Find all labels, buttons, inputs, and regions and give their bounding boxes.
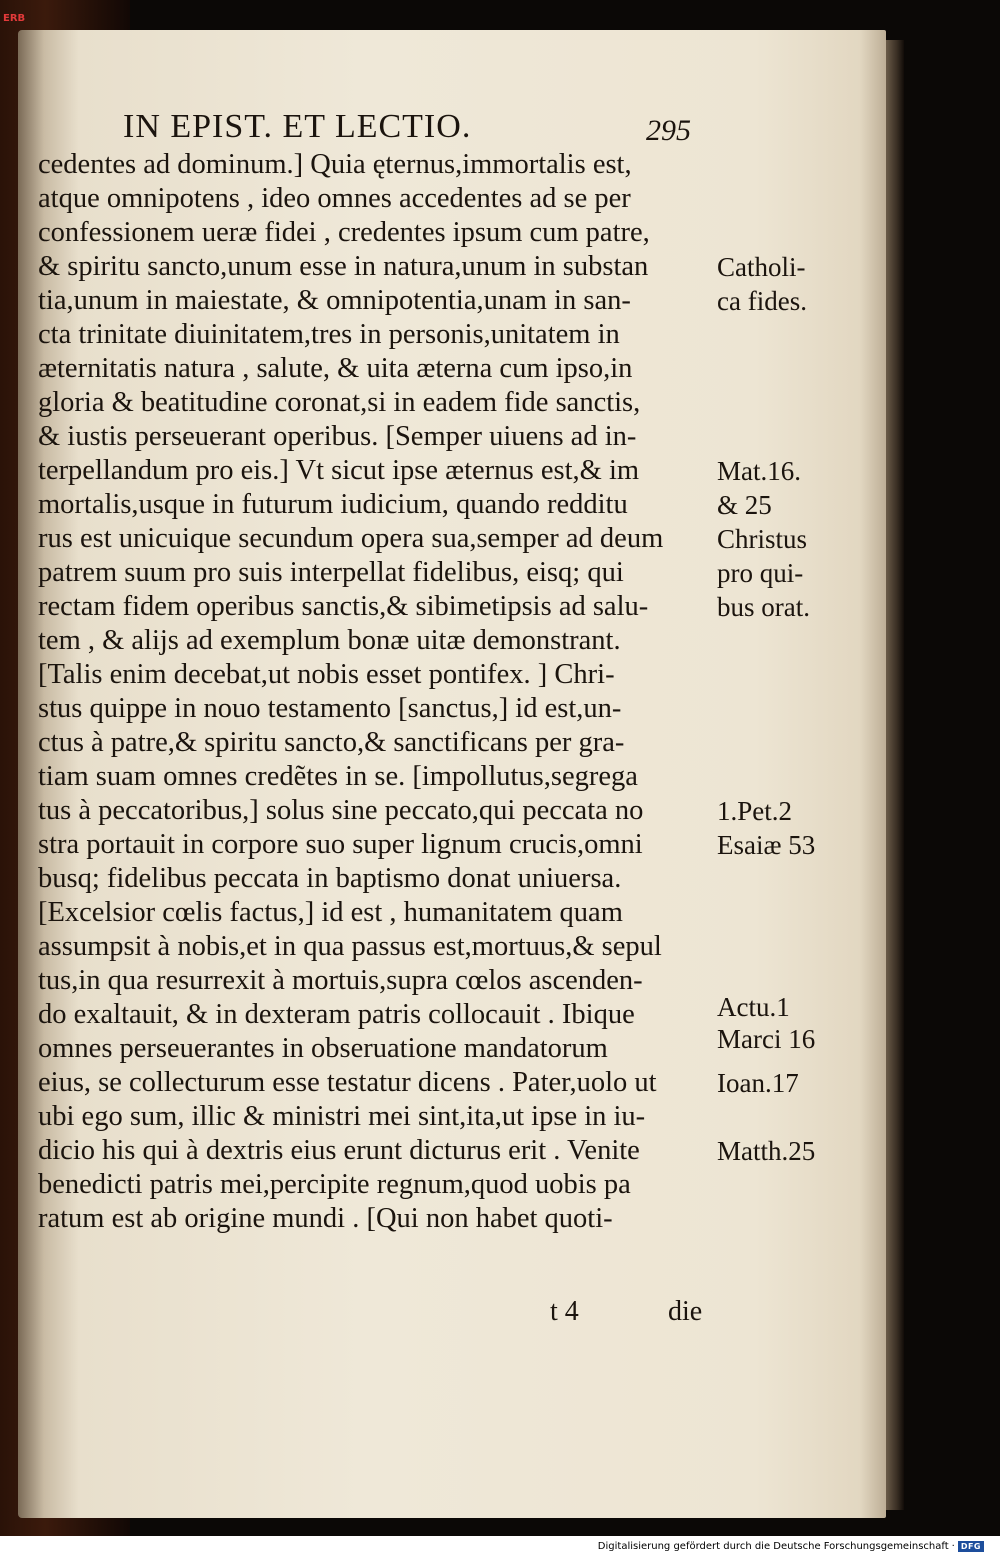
- page-text-block: [18, 30, 886, 1518]
- margin-note: Marci 16: [717, 1024, 816, 1054]
- text-line: tem , & alijs ad exemplum bonæ uitæ demonstrant.: [38, 625, 621, 656]
- margin-note: pro qui-: [717, 558, 804, 588]
- text-line: eius, se collecturum esse testatur dicens . Pater,uolo ut: [38, 1067, 657, 1098]
- book-page: [18, 30, 886, 1518]
- text-line: ratum est ab origine mundi . [Qui non habet quoti-: [38, 1203, 613, 1234]
- margin-note: Matth.25: [717, 1136, 816, 1166]
- text-line: omnes perseuerantes in obseruatione mandatorum: [38, 1033, 608, 1064]
- credit-text: Digitalisierung gefördert durch die Deutsche Forschungsgemeinschaft: [597, 1540, 949, 1552]
- text-line: dicio his qui à dextris eius erunt dicturus erit . Venite: [38, 1135, 640, 1166]
- margin-note: 1.Pet.2: [717, 796, 793, 826]
- credit-separator: ·: [951, 1540, 955, 1552]
- margin-note: Mat.16.: [717, 456, 801, 486]
- margin-note: & 25: [717, 490, 772, 520]
- text-line: do exaltauit, & in dexteram patris collocauit . Ibique: [38, 999, 635, 1030]
- text-line: atque omnipotens , ideo omnes accedentes ad se per: [38, 183, 631, 214]
- text-line: busq; fidelibus peccata in baptismo donat uniuersa.: [38, 863, 622, 894]
- text-line: [Talis enim decebat,ut nobis esset pontifex. ] Chri-: [38, 659, 615, 690]
- margin-note: Catholi-: [717, 252, 806, 282]
- margin-note: Christus: [717, 524, 808, 554]
- text-line: confessionem ueræ fidei , credentes ipsum cum patre,: [38, 217, 650, 248]
- text-line: ctus à patre,& spiritu sancto,& sanctificans per gra-: [38, 727, 625, 758]
- running-head: IN EPIST. ET LECTIO.: [123, 108, 472, 145]
- text-line: tus,in qua resurrexit à mortuis,supra cœlos ascenden-: [38, 965, 643, 996]
- page-number: 295: [646, 114, 691, 147]
- text-line: ubi ego sum, illic & ministri mei sint,ita,ut ipse in iu-: [38, 1101, 646, 1132]
- text-line: tus à peccatoribus,] solus sine peccato,qui peccata no: [38, 795, 644, 826]
- text-line: & spiritu sancto,unum esse in natura,unum in substan: [38, 251, 649, 282]
- text-line: benedicti patris mei,percipite regnum,quod uobis pa: [38, 1169, 631, 1200]
- margin-note: bus orat.: [717, 592, 810, 622]
- text-line: æternitatis natura , salute, & uita æterna cum ipso,in: [38, 353, 633, 384]
- text-line: rectam fidem operibus sanctis,& sibimetipsis ad salu-: [38, 591, 649, 622]
- margin-note: Ioan.17: [717, 1068, 799, 1098]
- text-line: cta trinitate diuinitatem,tres in personis,unitatem in: [38, 319, 620, 350]
- scan-id-label: ERB: [3, 13, 26, 24]
- text-line: tiam suam omnes credẽtes in se. [impollutus,segrega: [38, 761, 638, 792]
- margin-note: ca fides.: [717, 286, 807, 316]
- text-line: patrem suum pro suis interpellat fidelibus, eisq; qui: [38, 557, 624, 588]
- catchword: die: [668, 1296, 703, 1327]
- text-line: cedentes ad dominum.] Quia ęternus,immortalis est,: [38, 149, 632, 180]
- text-line: stus quippe in nouo testamento [sanctus,] id est,un-: [38, 693, 622, 724]
- margin-note: Actu.1: [717, 992, 790, 1022]
- page-fore-edge: [886, 40, 904, 1510]
- digitization-credit: [598, 1538, 984, 1554]
- signature-mark: t 4: [550, 1296, 579, 1327]
- text-line: rus est unicuique secundum opera sua,semper ad deum: [38, 523, 664, 554]
- text-line: & iustis perseuerant operibus. [Semper uiuens ad in-: [38, 421, 637, 452]
- text-line: [Excelsior cœlis factus,] id est , humanitatem quam: [38, 897, 623, 928]
- margin-note: Esaiæ 53: [717, 830, 816, 860]
- text-line: terpellandum pro eis.] Vt sicut ipse æternus est,& im: [38, 455, 640, 486]
- dfg-logo: DFG: [958, 1541, 984, 1552]
- text-line: gloria & beatitudine coronat,si in eadem fide sanctis,: [38, 387, 641, 418]
- text-line: stra portauit in corpore suo super lignum crucis,omni: [38, 829, 643, 860]
- text-line: mortalis,usque in futurum iudicium, quando redditu: [38, 489, 628, 520]
- text-line: tia,unum in maiestate, & omnipotentia,unam in san-: [38, 285, 631, 316]
- text-line: assumpsit à nobis,et in qua passus est,mortuus,& sepul: [38, 931, 662, 962]
